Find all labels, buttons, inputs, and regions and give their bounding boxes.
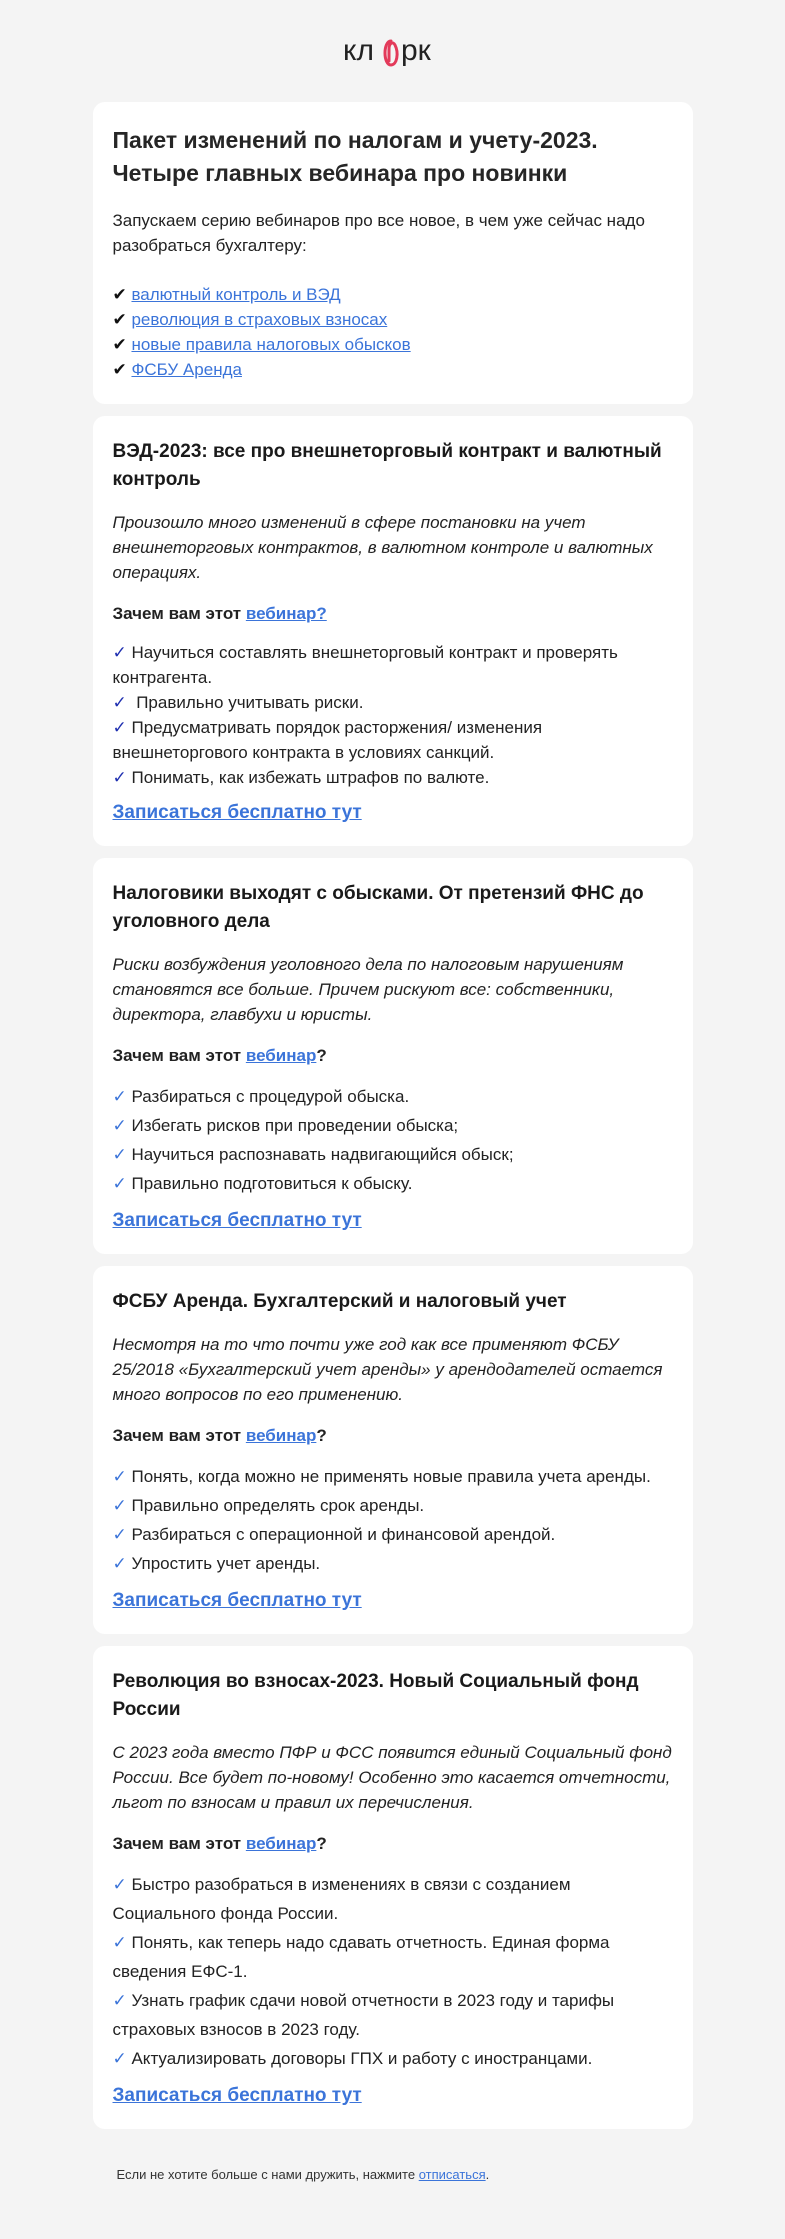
webinar-title: ФСБУ Аренда. Бухгалтерский и налоговый учет — [112, 1291, 567, 1312]
checkmark-icon: ✔ — [112, 285, 132, 304]
benefit-item — [113, 1549, 673, 1578]
footer-end: . — [485, 2167, 490, 2182]
benefit-item — [113, 690, 673, 715]
checkmark-icon: ✓ — [112, 1087, 127, 1106]
benefit-list — [113, 1870, 673, 2073]
checkmark-icon: ✓ — [112, 643, 127, 662]
benefit-text: Узнать график сдачи новой отчетности в 2023 году и тарифы страховых взносов в 2023 году. — [112, 1991, 615, 2039]
benefit-text: Правильно учитывать риски. — [126, 693, 364, 712]
benefit-text: Понять, когда можно не применять новые правила учета аренды. — [126, 1467, 651, 1486]
checkmark-icon: ✓ — [112, 1525, 127, 1544]
webinar-link[interactable]: вебинар — [245, 1426, 317, 1445]
webinar-card-fsbu-lease — [93, 1266, 693, 1634]
checkmark-icon: ✔ — [112, 335, 132, 354]
webinar-title: Революция во взносах-2023. Новый Социальный фонд России — [112, 1671, 639, 1720]
intro-card — [93, 102, 693, 404]
svg-text:кл: кл — [342, 34, 374, 67]
checkmark-icon: ✓ — [112, 1933, 127, 1952]
checkmark-icon: ✔ — [112, 310, 132, 329]
checkmark-icon: ✓ — [112, 1496, 127, 1515]
benefit-text: Избегать рисков при проведении обыска; — [126, 1116, 459, 1135]
benefit-item — [113, 1462, 673, 1491]
webinar-description: Произошло много изменений в сфере постановки на учет внешнеторговых контрактов, в валютном контроле и валютных операциях. — [112, 513, 653, 582]
benefit-text: Предусматривать порядок расторжения/ изменения внешнеторгового контракта в условиях санкций. — [112, 718, 543, 762]
webinar-link[interactable]: вебинар — [245, 1046, 317, 1065]
webinar-card-searches — [93, 858, 693, 1254]
benefit-text: Понять, как теперь надо сдавать отчетность. Единая форма сведения ЕФС-1. — [112, 1933, 610, 1981]
checkmark-icon: ✓ — [112, 2049, 127, 2068]
benefit-item — [113, 1140, 673, 1169]
checkmark-icon: ✓ — [112, 718, 127, 737]
benefit-list — [113, 1462, 673, 1578]
checkmark-icon: ✓ — [112, 1116, 127, 1135]
why-suffix: ? — [316, 1046, 327, 1065]
brand-logo — [0, 0, 785, 102]
benefit-text: Упростить учет аренды. — [126, 1554, 321, 1573]
checkmark-icon: ✓ — [112, 1991, 127, 2010]
toc-item — [113, 282, 673, 307]
benefit-item — [113, 765, 673, 790]
checkmark-icon: ✓ — [112, 768, 127, 787]
webinar-title: Налоговики выходят с обысками. От претензий ФНС до уголовного дела — [112, 883, 644, 932]
checkmark-icon: ✔ — [112, 360, 132, 379]
webinar-link[interactable]: вебинар? — [245, 604, 327, 623]
benefit-item — [113, 1082, 673, 1111]
why-text: Зачем вам этот — [112, 604, 246, 623]
benefit-text: Понимать, как избежать штрафов по валюте. — [126, 768, 490, 787]
webinar-link[interactable]: вебинар — [245, 1834, 317, 1853]
checkmark-icon: ✓ — [112, 1174, 127, 1193]
benefit-text: Быстро разобраться в изменениях в связи с созданием Социального фонда России. — [112, 1875, 571, 1923]
svg-text:рк: рк — [400, 34, 431, 67]
register-free-link[interactable]: Записаться бесплатно тут — [112, 1590, 362, 1611]
benefit-item — [113, 1986, 673, 2044]
checkmark-icon: ✓ — [112, 1145, 127, 1164]
benefit-item — [113, 1111, 673, 1140]
toc-item — [113, 332, 673, 357]
why-heading — [113, 1831, 673, 1856]
unsubscribe-footer — [93, 2167, 693, 2182]
benefit-text: Правильно подготовиться к обыску. — [126, 1174, 413, 1193]
checkmark-icon: ✓ — [112, 693, 127, 712]
webinar-description: Несмотря на то что почти уже год как все применяют ФСБУ 25/2018 «Бухгалтерский учет аренды» у арендодателей остается много вопросов по его применению. — [112, 1335, 663, 1404]
unsubscribe-link[interactable]: отписаться — [418, 2167, 486, 2182]
why-heading — [113, 1043, 673, 1068]
toc-link-contributions[interactable]: революция в страховых взносах — [131, 310, 388, 329]
toc-item — [113, 357, 673, 382]
benefit-item — [113, 1169, 673, 1198]
benefit-item — [113, 1520, 673, 1549]
toc-link-searches[interactable]: новые правила налоговых обысков — [131, 335, 411, 354]
toc-link-ved[interactable]: валютный контроль и ВЭД — [131, 285, 341, 304]
footer-text: Если не хотите больше с нами дружить, нажмите — [116, 2167, 419, 2182]
why-heading — [113, 601, 673, 626]
why-heading — [113, 1423, 673, 1448]
why-text: Зачем вам этот — [112, 1834, 246, 1853]
benefit-text: Научиться составлять внешнеторговый контракт и проверять контрагента. — [112, 643, 618, 687]
benefit-text: Разбираться с операционной и финансовой арендой. — [126, 1525, 556, 1544]
benefit-item — [113, 1491, 673, 1520]
toc-list — [113, 282, 673, 382]
intro-lead: Запускаем серию вебинаров про все новое, в чем уже сейчас надо разобраться бухгалтеру: — [112, 211, 645, 255]
toc-link-fsbu-lease[interactable]: ФСБУ Аренда — [131, 360, 242, 379]
benefit-item — [113, 1870, 673, 1928]
benefit-text: Научиться распознавать надвигающийся обыск; — [126, 1145, 514, 1164]
webinar-description: С 2023 года вместо ПФР и ФСС появится единый Социальный фонд России. Все будет по-новому! Особенно это касается отчетности, льгот по взносам и правил их перечисления. — [112, 1743, 672, 1812]
register-free-link[interactable]: Записаться бесплатно тут — [112, 802, 362, 823]
benefit-item — [113, 1928, 673, 1986]
register-free-link[interactable]: Записаться бесплатно тут — [112, 2085, 362, 2106]
benefit-text: Актуализировать договоры ГПХ и работу с иностранцами. — [126, 2049, 593, 2068]
benefit-text: Разбираться с процедурой обыска. — [126, 1087, 410, 1106]
webinar-title: ВЭД-2023: все про внешнеторговый контракт и валютный контроль — [112, 441, 662, 490]
register-free-link[interactable]: Записаться бесплатно тут — [112, 1210, 362, 1231]
checkmark-icon: ✓ — [112, 1467, 127, 1486]
webinar-description: Риски возбуждения уголовного дела по налоговым нарушениям становятся все больше. Причем рискуют все: собственники, директора, главбухи и юристы. — [112, 955, 624, 1024]
why-text: Зачем вам этот — [112, 1046, 246, 1065]
checkmark-icon: ✓ — [112, 1554, 127, 1573]
benefit-item — [113, 715, 673, 765]
benefit-list — [113, 1082, 673, 1198]
why-suffix: ? — [316, 1426, 327, 1445]
webinar-card-ved — [93, 416, 693, 846]
newsletter-title: Пакет изменений по налогам и учету-2023. Четыре главных вебинара про новинки — [112, 127, 598, 186]
benefit-item — [113, 2044, 673, 2073]
webinar-card-contributions — [93, 1646, 693, 2129]
checkmark-icon: ✓ — [112, 1875, 127, 1894]
benefit-list — [113, 640, 673, 790]
benefit-item — [113, 640, 673, 690]
benefit-text: Правильно определять срок аренды. — [126, 1496, 425, 1515]
toc-item — [113, 307, 673, 332]
klerk-logo-icon — [343, 31, 443, 71]
why-text: Зачем вам этот — [112, 1426, 246, 1445]
why-suffix: ? — [316, 1834, 327, 1853]
